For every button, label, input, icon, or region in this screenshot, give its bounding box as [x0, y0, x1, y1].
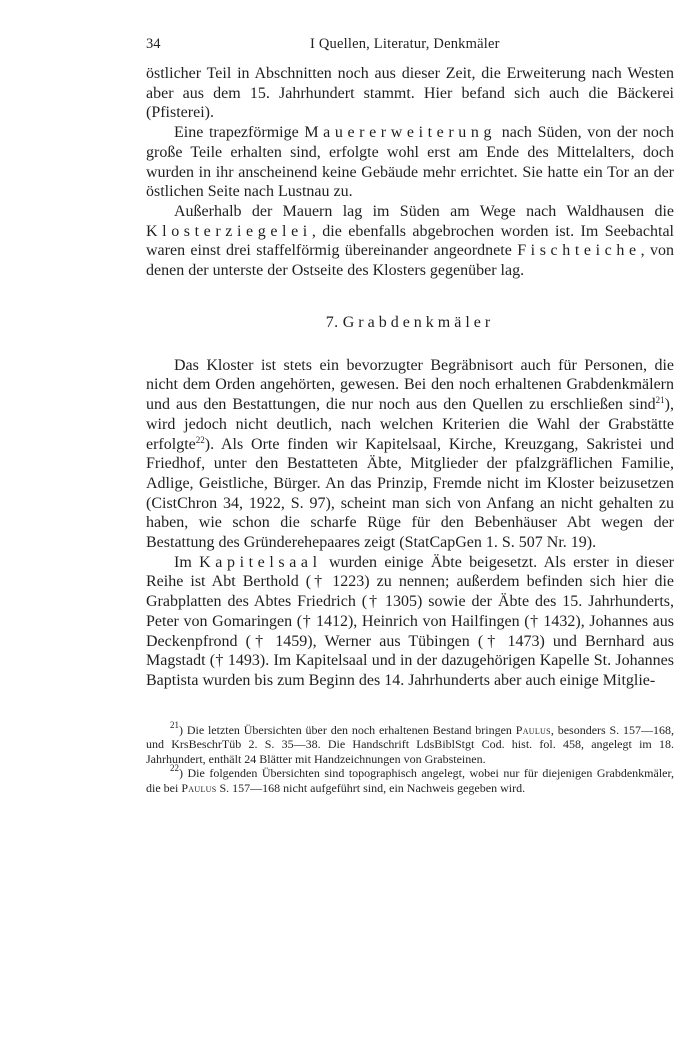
text-run: östlicher Teil in Abschnitten noch aus dieser Zeit, die Erweiterung nach Westen aber aus dem 15. Jahrhundert stammt. Hier befand sich auch die Bäckerei (Pfisterei). [146, 65, 674, 122]
text-run: ). Als Orte finden wir Kapitelsaal, Kirche, Kreuzgang, Sakristei und Friedhof, unter den Bestatteten Äbte, Mitglieder der pfalzgräflichen Familie, Adlige, Geistliche, Bürger. An das Prinzip, Fremde nicht im Kloster beizusetzen (CistChron 34, 1922, S. 97), scheint man sich von Anfang an nicht gehalten zu haben, wie schon die scharfe Rüge für den Bebenhäuser Abt wegen der Bestattung des Gründerehepaares zeigt (StatCapGen 1. S. 507 Nr. 19). [146, 435, 674, 552]
paragraph [146, 553, 674, 691]
author-name: Paulus [515, 722, 551, 737]
text-run: , von denen der unterste der Ostseite des Klosters gegenüber lag. [146, 242, 675, 280]
author-name: Paulus [181, 781, 217, 796]
footnote-ref[interactable]: 21 [655, 395, 665, 406]
section-number: 7. [325, 313, 339, 331]
text-run: Das Kloster ist stets ein bevorzugter Begräbnisort auch für Personen, die nicht dem Orden angehörten, gewesen. Bei den noch erhaltenen Grabdenkmälern und aus den Bestattungen, die nur noch aus den Quellen zu erschließen sind [146, 356, 674, 414]
spaced-term: Mauererweiterung [304, 124, 497, 142]
text-run: Außerhalb der Mauern lag im Süden am Wege nach Waldhausen die [174, 202, 674, 220]
paragraph [146, 64, 674, 123]
text-run: nach Süden, von der noch große Teile erhalten sind, erfolgte wohl erst am Ende des Mittelalters, doch wurden in ihr anscheinend keine Gebäude mehr errichtet. Sie hatte ein Tor an der östlichen Seite nach Lustnau zu. [146, 124, 675, 201]
text-run: Im [174, 553, 200, 571]
footnote-number: 22 [170, 763, 179, 774]
footnote [146, 719, 674, 767]
text-run: ) Die letzten Übersichten über den noch erhaltenen Bestand bringen [179, 722, 516, 737]
footnote-ref[interactable]: 22 [195, 434, 205, 445]
spaced-term: Fischteiche [517, 242, 641, 260]
footnote-number: 21 [170, 719, 179, 730]
book-page [146, 36, 674, 796]
text-run: , besonders S. 157—168, und KrsBeschrTüb 2. S. 35—38. Die Handschrift LdsBiblStgt Cod. hist. fol. 458, angelegt im 18. Jahrhundert, enthält 24 Blätter mit Handzeichnungen von Grabsteinen. [146, 722, 674, 766]
paragraph [146, 356, 674, 553]
text-run: Eine trapezförmige [174, 124, 305, 142]
intro-text [146, 64, 674, 281]
section-text [146, 356, 674, 691]
section-heading [146, 314, 674, 332]
text-run: , die ebenfalls abgebrochen worden ist. Im Seebachtal waren einst drei staffelförmig übereinander angeordnete [146, 222, 674, 260]
spaced-term: Kapitelsaal [199, 553, 322, 571]
footnotes [146, 719, 674, 796]
text-run: wurden einige Äbte beigesetzt. Als erster in dieser Reihe ist Abt Berthold († 1223) zu nennen; außerdem befinden sich hier die Grabplatten des Abtes Friedrich († 1305) sowie der Äbte des 15. Jahrhunderts, Peter von Gomaringen († 1412), Heinrich von Hailfingen († 1432), Johannes aus Deckenpfrond († 1459), Werner aus Tübingen († 1473) und Bernhard aus Magstadt († 1493). Im Kapitelsaal und in der dazugehörigen Kapelle St. Johannes Baptista wurden bis zum Beginn des 14. Jahrhunderts aber auch einige Mitglie- [146, 553, 674, 689]
section-title: Grabdenkmäler [342, 313, 495, 331]
running-header [146, 36, 674, 58]
text-run: ), wird jedoch nicht deutlich, nach welchen Kriterien die Wahl der Grabstätte erfolgte [146, 396, 674, 453]
spaced-term: Klosterziegelei [146, 222, 312, 240]
text-run: S. 157—168 nicht aufgeführt sind, ein Nachweis gegeben wird. [216, 781, 526, 796]
text-run: ) Die folgenden Übersichten sind topographisch angelegt, wobei nur für diejenigen Grabdenkmäler, die bei [146, 766, 674, 796]
running-title: I Quellen, Literatur, Denkmäler [310, 36, 500, 52]
page-number: 34 [146, 36, 161, 52]
paragraph [146, 202, 674, 281]
footnote [146, 763, 674, 796]
paragraph [146, 123, 674, 202]
